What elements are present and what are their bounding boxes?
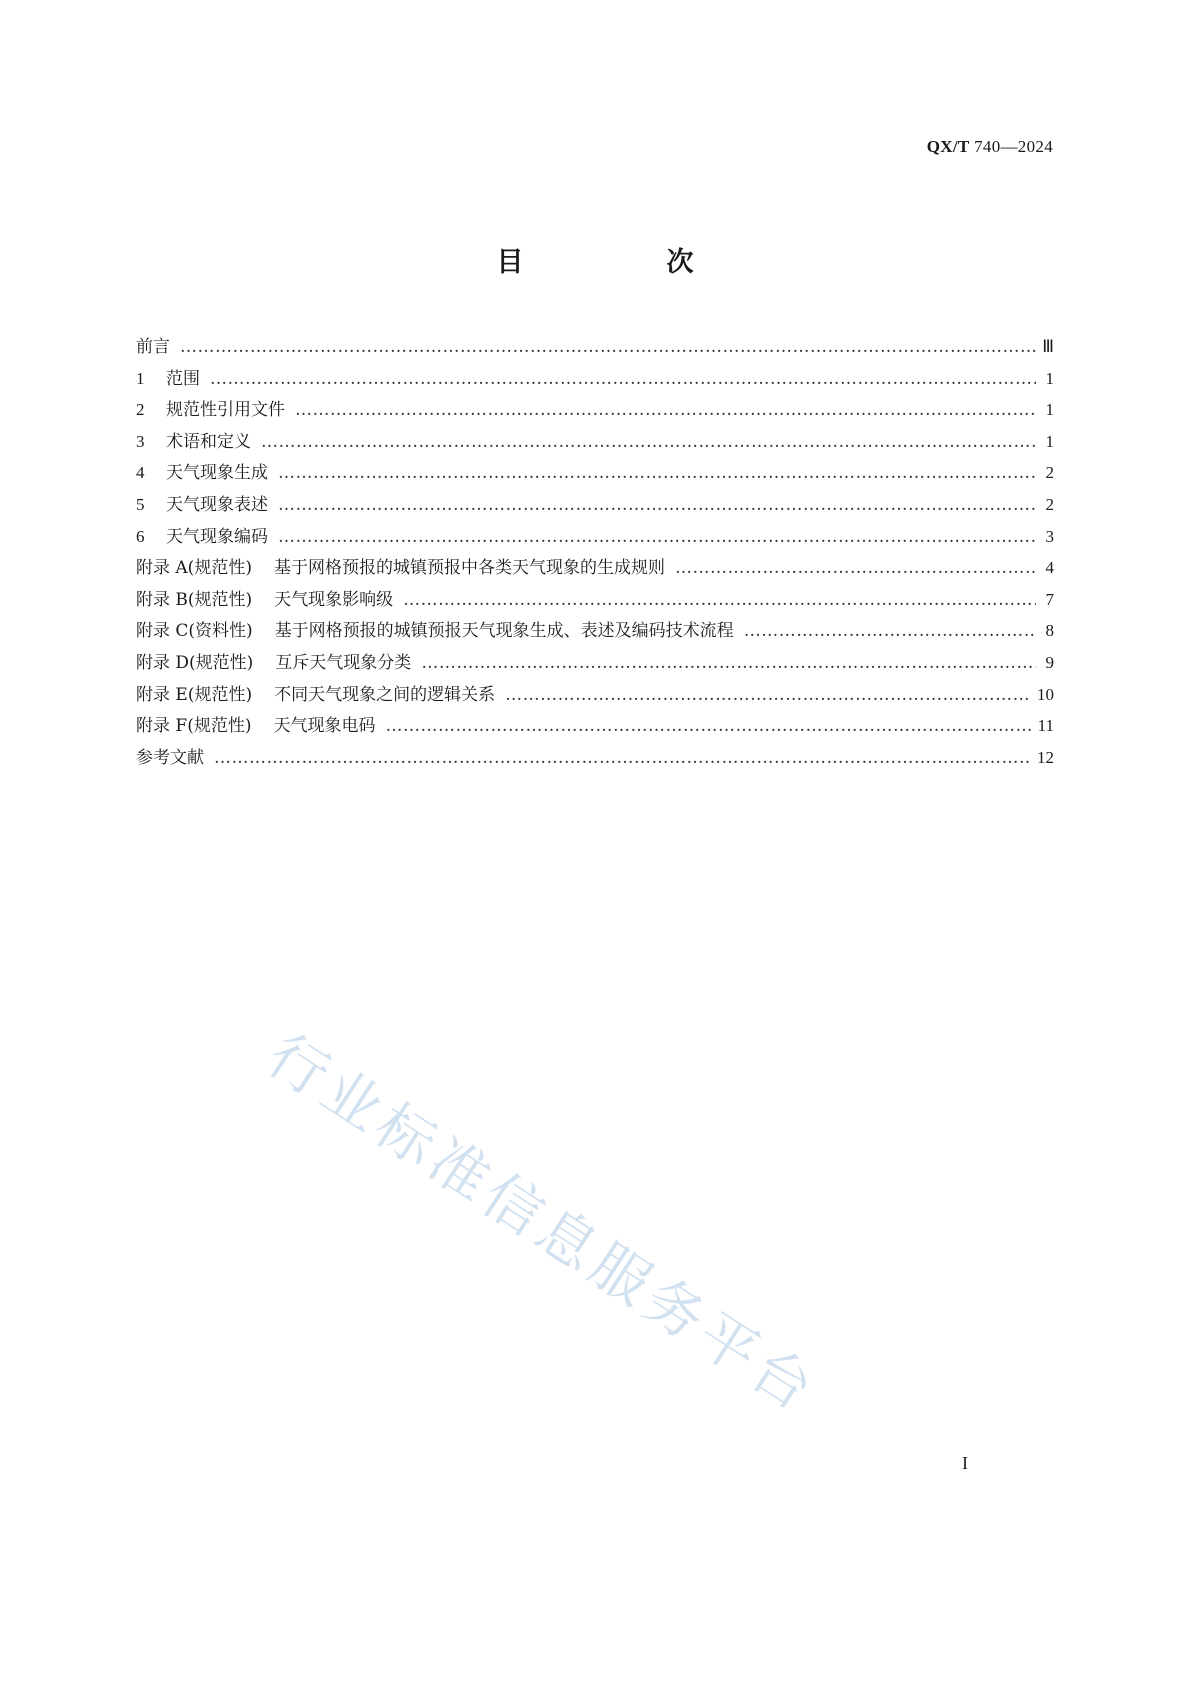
appendix-title: 不同天气现象之间的逻辑关系 <box>274 684 496 705</box>
toc-entry-page: 2 <box>1045 463 1054 483</box>
toc-entry-4[interactable] <box>136 458 1054 490</box>
toc-leader-dots <box>214 748 1031 768</box>
toc-entry-appendix-d[interactable] <box>136 648 1054 680</box>
appendix-tag: 附录 C(资料性) <box>136 621 253 642</box>
page-number: I <box>962 1453 968 1473</box>
toc-leader-dots <box>295 400 1036 420</box>
toc-entry-page: 11 <box>1037 716 1054 736</box>
toc-entry-appendix-a[interactable] <box>136 553 1054 585</box>
appendix-tag: 附录 D(规范性) <box>136 652 254 673</box>
toc-entry-page: 8 <box>1045 621 1054 641</box>
toc-entry-page: Ⅲ <box>1042 337 1054 356</box>
toc-entry-page: 1 <box>1045 400 1054 420</box>
toc-leader-dots <box>675 558 1036 578</box>
appendix-title: 天气现象电码 <box>273 716 376 737</box>
toc-entry-number: 5 <box>136 494 145 514</box>
toc-entry-page: 2 <box>1045 494 1054 514</box>
appendix-title: 天气现象影响级 <box>274 589 394 610</box>
toc-entry-page: 7 <box>1045 589 1054 609</box>
page-title: 目 次 <box>496 247 752 278</box>
toc-entry-references[interactable] <box>136 743 1054 775</box>
toc-entry-appendix-f[interactable] <box>136 711 1054 743</box>
watermark: 行业标准信息服务平台 <box>255 1020 830 1427</box>
toc-entry-page: 9 <box>1045 652 1054 672</box>
toc-entry-label: 天气现象表述 <box>166 494 268 515</box>
toc-leader-dots <box>744 621 1036 641</box>
appendix-tag: 附录 E(规范性) <box>136 684 253 705</box>
appendix-title: 互斥天气现象分类 <box>275 652 412 673</box>
toc-entry-appendix-e[interactable] <box>136 680 1054 712</box>
toc-entry-page: 1 <box>1045 431 1054 451</box>
standard-code <box>927 137 1053 157</box>
toc-entry-label: 规范性引用文件 <box>166 400 285 421</box>
standard-number: 740—2024 <box>974 137 1053 156</box>
table-of-contents <box>136 332 1054 774</box>
toc-leader-dots <box>180 337 1036 357</box>
toc-entry-label <box>136 616 734 641</box>
toc-entry-label <box>136 711 375 736</box>
appendix-tag: 附录 F(规范性) <box>136 716 252 737</box>
toc-leader-dots <box>210 369 1036 389</box>
toc-entry-page: 3 <box>1045 526 1054 546</box>
toc-entry-2[interactable] <box>136 395 1054 427</box>
toc-entry-label: 天气现象编码 <box>166 526 268 547</box>
toc-entry-foreword[interactable] <box>136 332 1054 364</box>
toc-leader-dots <box>278 527 1036 547</box>
toc-entry-number: 6 <box>136 526 145 546</box>
toc-entry-appendix-c[interactable] <box>136 616 1054 648</box>
toc-entry-number: 3 <box>136 431 145 451</box>
toc-entry-6[interactable] <box>136 522 1054 554</box>
toc-entry-label: 前言 <box>136 337 170 357</box>
toc-leader-dots <box>278 495 1036 515</box>
toc-entry-label <box>136 648 411 673</box>
toc-entry-label: 参考文献 <box>136 747 204 768</box>
toc-leader-dots <box>505 685 1031 705</box>
toc-leader-dots <box>403 590 1036 610</box>
toc-entry-number: 4 <box>136 463 145 483</box>
toc-entry-5[interactable] <box>136 490 1054 522</box>
toc-leader-dots <box>278 463 1036 483</box>
toc-entry-label: 天气现象生成 <box>166 463 268 484</box>
toc-leader-dots <box>421 653 1036 673</box>
toc-entry-label: 术语和定义 <box>166 431 251 452</box>
toc-leader-dots <box>385 716 1031 736</box>
toc-entry-3[interactable] <box>136 427 1054 459</box>
appendix-tag: 附录 A(规范性) <box>136 558 252 579</box>
appendix-title: 基于网格预报的城镇预报天气现象生成、表述及编码技术流程 <box>274 621 734 642</box>
appendix-title: 基于网格预报的城镇预报中各类天气现象的生成规则 <box>273 558 665 579</box>
toc-entry-label: 范围 <box>166 368 200 389</box>
toc-entry-appendix-b[interactable] <box>136 585 1054 617</box>
toc-leader-dots <box>261 432 1036 452</box>
toc-entry-label <box>136 680 495 705</box>
toc-entry-page: 4 <box>1045 558 1054 578</box>
toc-entry-label <box>136 585 393 610</box>
toc-entry-1[interactable] <box>136 364 1054 396</box>
toc-entry-page: 1 <box>1045 368 1054 388</box>
toc-entry-label <box>136 553 665 578</box>
toc-entry-number: 2 <box>136 400 145 420</box>
toc-entry-page: 12 <box>1037 747 1054 767</box>
appendix-tag: 附录 B(规范性) <box>136 589 253 610</box>
standard-prefix: QX/T <box>926 137 970 156</box>
toc-entry-page: 10 <box>1037 684 1054 704</box>
toc-entry-number: 1 <box>136 368 145 388</box>
